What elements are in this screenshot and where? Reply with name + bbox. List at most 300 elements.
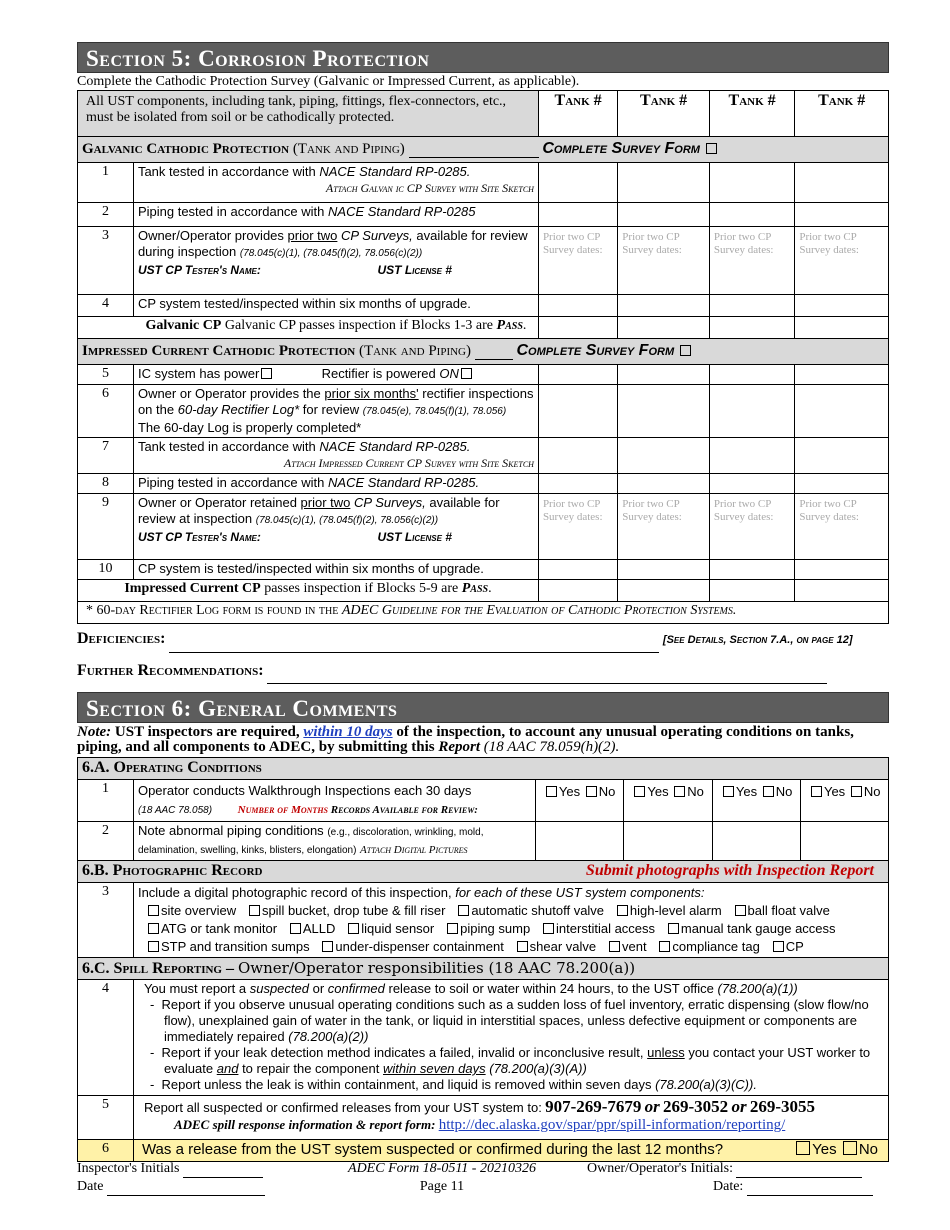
abnormal-piping-examples: (e.g., discoloration, wrinkling, mold, delamination, swelling, kinks, blisters, elongation): [137, 827, 484, 856]
deficiencies-row: [77, 626, 889, 652]
license-label: UST License #: [377, 530, 452, 544]
photo-item: ATG or tank monitor: [160, 921, 278, 936]
row-number: 2: [78, 822, 134, 861]
tank-cell[interactable]: [618, 385, 710, 438]
release-yes-checkbox[interactable]: [796, 1141, 810, 1155]
row-text-main: Tank tested in accordance with: [137, 164, 316, 179]
date-label: Date: [77, 1179, 104, 1194]
spill-row-4: [78, 980, 889, 1096]
no-label: No: [858, 1141, 878, 1158]
checkbox[interactable]: [348, 923, 359, 934]
citation: (78.200(a)(2)): [288, 1029, 369, 1044]
tank-cell[interactable]: [618, 580, 710, 602]
checkbox[interactable]: [609, 941, 620, 952]
photo-item: ball float valve: [747, 903, 830, 918]
deficiencies-line[interactable]: [169, 635, 659, 653]
date-line[interactable]: [107, 1182, 265, 1196]
no-checkbox[interactable]: [674, 786, 685, 797]
tank-cell[interactable]: [538, 203, 617, 227]
tank-cell[interactable]: [618, 474, 710, 494]
tank-cell[interactable]: [795, 163, 889, 203]
nace-standard: NACE Standard RP-0285.: [319, 164, 471, 179]
prior-survey-dates[interactable]: Prior two CP Survey dates:: [795, 227, 889, 295]
tank-cell[interactable]: [709, 385, 794, 438]
further-recommendations-row: [77, 658, 889, 684]
rectifier-label: Rectifier is powered: [321, 366, 436, 381]
prior-survey-dates[interactable]: Prior two CP Survey dates:: [538, 494, 617, 560]
tank-cell[interactable]: [795, 560, 889, 580]
impressed-heading: Impressed Current Cathodic Protection: [82, 343, 356, 359]
and: and: [216, 1061, 239, 1076]
row-number: 6: [78, 385, 134, 438]
pass-label: Pass: [461, 581, 489, 596]
row-text-cont: rectifier inspections on the: [137, 386, 534, 417]
checkbox[interactable]: [517, 941, 528, 952]
tank-cell[interactable]: [709, 163, 794, 203]
tank-header-1: Tank #: [538, 91, 617, 137]
yes-label: Yes: [735, 784, 758, 799]
tank-cell[interactable]: [795, 438, 889, 474]
report-contacts: [133, 1096, 888, 1140]
photo-item: piping sump: [460, 921, 531, 936]
photographic-record-heading-row: [78, 861, 889, 883]
yes-label: Yes: [647, 784, 669, 799]
operating-row-2: [78, 822, 889, 861]
footnote-text: * 60-day Rectifier Log form is found in the: [86, 603, 339, 618]
galvanic-pass-text: Galvanic CP passes inspection if Blocks 1-3 are: [224, 318, 494, 333]
owner-initials-label: Owner/Operator's Initials:: [587, 1161, 733, 1176]
tank-cell[interactable]: [795, 203, 889, 227]
checkbox[interactable]: [322, 941, 333, 952]
section5-title: Section 5: Corrosion Protection: [77, 42, 889, 73]
bullet-text: Report if your leak detection method indicates a failed, invalid or inconclusive result,: [161, 1045, 644, 1060]
row-text-underline: prior two: [287, 228, 338, 243]
checkbox[interactable]: [148, 941, 159, 952]
tank-cell[interactable]: [709, 560, 794, 580]
nace-standard: NACE Standard RP-0285.: [328, 475, 480, 490]
row-number: 1: [78, 780, 134, 822]
unless: unless: [647, 1045, 685, 1060]
attach-note: Attach Impressed Current CP Survey with Site Sketch: [283, 456, 534, 470]
within-10-days-link[interactable]: within 10 days: [303, 724, 393, 740]
tank-cell[interactable]: [709, 580, 794, 602]
impressed-line: [475, 359, 513, 360]
form-number: ADEC Form 18-0511 - 20210326: [348, 1161, 536, 1176]
row-number: 3: [78, 227, 134, 295]
tank-header-4: Tank #: [795, 91, 889, 137]
photo-item: compliance tag: [672, 939, 760, 954]
row-text-cont2: for review: [302, 402, 360, 417]
bullet-text-cont2: to repair the component: [242, 1061, 380, 1076]
phone-2: 269-3052: [663, 1097, 729, 1116]
photo-item: CP: [785, 939, 804, 954]
galvanic-row-1: [78, 163, 889, 203]
note-citation: (18 AAC 78.059(h)(2).: [483, 739, 620, 755]
row-text-underline: prior six months': [324, 386, 419, 401]
yes-checkbox[interactable]: [634, 786, 645, 797]
galvanic-row-4: [78, 295, 889, 317]
row-text: CP system tested/inspected within six months of upgrade.: [133, 295, 538, 317]
impressed-row-10: [78, 560, 889, 580]
row-text-cont: available for review during inspection: [137, 228, 528, 259]
walkthrough-text: Operator conducts Walkthrough Inspections each 30 days: [137, 783, 472, 798]
photo-components: [133, 883, 888, 958]
yes-label: Yes: [823, 784, 846, 799]
spill-reporting-subheading: Owner/Operator responsibilities (18 AAC 78.200(a)): [237, 959, 636, 977]
row-text-main: Tank tested in accordance with: [137, 439, 316, 454]
checkbox[interactable]: [290, 923, 301, 934]
impressed-pass-bold: Impressed Current CP: [124, 581, 261, 596]
photo-item: ALLD: [302, 921, 336, 936]
checkbox[interactable]: [668, 923, 679, 934]
citation: (78.045(e), 78.045(f)(1), 78.056): [362, 406, 507, 417]
release-question-text: Was a release from the UST system suspected or confirmed during the last 12 months?: [141, 1141, 724, 1158]
isolation-note: All UST components, including tank, piping, fittings, flex-connectors, etc., must be isolated from soil or be cathodically protected.: [78, 91, 539, 137]
row-text-cont: release to soil or water within 24 hours, to the UST office: [388, 981, 714, 996]
note-label: Note:: [77, 724, 112, 740]
release-no-checkbox[interactable]: [843, 1141, 857, 1155]
suspected: suspected: [249, 981, 309, 996]
row-number: 4: [78, 295, 134, 317]
release-question: [133, 1140, 888, 1162]
impressed-row-9: [78, 494, 889, 560]
photo-item: automatic shutoff valve: [471, 903, 605, 918]
yes-no-cell[interactable]: [535, 780, 624, 822]
row-text-italic: 60-day Rectifier Log*: [177, 402, 300, 417]
rectifier-checkbox[interactable]: [461, 368, 472, 379]
spill-reporting-heading: 6.C. Spill Reporting: [82, 960, 222, 977]
tank-cell[interactable]: [538, 438, 617, 474]
impressed-heading-paren: (Tank and Piping): [359, 343, 471, 359]
photo-item: site overview: [160, 903, 237, 918]
tank-cell[interactable]: [618, 438, 710, 474]
section6-title: Section 6: General Comments: [77, 692, 889, 723]
tank-cell[interactable]: [618, 163, 710, 203]
on-label: ON: [439, 366, 459, 381]
tank-cell[interactable]: [709, 438, 794, 474]
tank-cell[interactable]: [795, 385, 889, 438]
log-completed: The 60-day Log is properly completed*: [137, 420, 362, 435]
no-label: No: [863, 784, 881, 799]
no-checkbox[interactable]: [763, 786, 774, 797]
tank-cell[interactable]: [801, 822, 889, 861]
operating-row-1: [78, 780, 889, 822]
citation: (78.200(a)(3)(C)).: [655, 1077, 757, 1092]
galvanic-row-2: [78, 203, 889, 227]
tank-cell[interactable]: [538, 317, 617, 339]
photo-item: spill bucket, drop tube & fill riser: [261, 903, 446, 918]
galvanic-line: [409, 157, 539, 158]
row-text: You must report a: [143, 981, 247, 996]
note-report: Report: [438, 739, 481, 755]
nace-standard: NACE Standard RP-0285.: [319, 439, 471, 454]
citation: (78.045(c)(1), (78.045(f)(2), 78.056(c)(2)): [255, 515, 439, 526]
row-text-cont: available for review at inspection: [137, 495, 500, 526]
tank-cell[interactable]: [795, 295, 889, 317]
photographic-row-3: [78, 883, 889, 958]
pass-label: Pass: [496, 318, 523, 333]
galvanic-heading-paren: (Tank and Piping): [292, 141, 405, 157]
bullet-text: Report unless the leak is within containment, and liquid is removed within seven days: [161, 1077, 652, 1092]
report-to-text: Report all suspected or confirmed releases from your UST system to:: [143, 1100, 542, 1115]
impressed-row-8: [78, 474, 889, 494]
further-recommendations-label: Further Recommendations:: [77, 662, 264, 679]
tank-cell[interactable]: [709, 474, 794, 494]
photo-item: shear valve: [529, 939, 597, 954]
row-text: [133, 385, 538, 438]
prior-survey-dates[interactable]: Prior two CP Survey dates:: [618, 227, 710, 295]
citation: (78.045(c)(1), (78.045(f)(2), 78.056(c)(2)): [239, 248, 423, 259]
tester-name-label: UST CP Tester's Name:: [137, 263, 261, 277]
further-recommendations-line[interactable]: [267, 666, 827, 684]
bullet-text: Report if you observe unusual operating conditions such as a sudden loss of fuel inventory, erratic dispensing (slow flow/no flow), unexplained gain of water in the tank, or liquid in interstitial spaces, unless defective equipment or components are immediately repaired: [161, 997, 869, 1044]
no-label: No: [687, 784, 704, 799]
operating-conditions-heading: 6.A. Operating Conditions: [78, 758, 889, 780]
confirmed: confirmed: [327, 981, 385, 996]
tank-cell[interactable]: [618, 317, 710, 339]
photo-items-line-1: [138, 902, 884, 920]
tank-header-3: Tank #: [709, 91, 794, 137]
nace-standard: NACE Standard RP-0285: [328, 204, 476, 219]
row-text: [133, 365, 538, 385]
bullet-text-cont: you contact your UST worker to evaluate: [163, 1045, 871, 1076]
checkbox[interactable]: [735, 905, 746, 916]
photo-item: liquid sensor: [361, 921, 435, 936]
tank-cell[interactable]: [538, 295, 617, 317]
citation: (78.200(a)(3)(A)): [489, 1061, 587, 1076]
page: [77, 42, 889, 1162]
or: or: [312, 981, 325, 996]
tank-cell[interactable]: [538, 580, 617, 602]
general-comments-table: [77, 757, 889, 1162]
row-text-main: Piping tested in accordance with: [137, 475, 325, 490]
tank-cell[interactable]: [795, 317, 889, 339]
or: or: [731, 1097, 747, 1116]
row-text: [133, 163, 538, 203]
row-number: 10: [78, 560, 134, 580]
section6-note: [77, 725, 889, 755]
photo-item: manual tank gauge access: [680, 921, 836, 936]
row-text: [133, 494, 538, 560]
within-seven-days: within seven days: [383, 1061, 486, 1076]
row-text: [133, 822, 535, 861]
row-text: [133, 780, 535, 822]
ic-power-label: IC system has power: [137, 366, 260, 381]
galvanic-heading: Galvanic Cathodic Protection: [82, 141, 290, 157]
spill-reporting-heading-row: [78, 958, 889, 980]
photo-items-line-3: [138, 938, 884, 956]
impressed-complete-form: Complete Survey Form: [516, 342, 675, 359]
checkbox[interactable]: [458, 905, 469, 916]
row-text-italic: CP Surveys,: [354, 495, 426, 510]
row-text: CP system is tested/inspected within six months of upgrade.: [133, 560, 538, 580]
photo-item: vent: [621, 939, 647, 954]
row-number: 1: [78, 163, 134, 203]
impressed-row-6: [78, 385, 889, 438]
tank-cell[interactable]: [538, 365, 617, 385]
row-number: 5: [78, 365, 134, 385]
tank-cell[interactable]: [709, 317, 794, 339]
photo-item: high-level alarm: [629, 903, 722, 918]
attach-note: Attach Galvan ic CP Survey with Site Sketch: [325, 181, 534, 195]
row-number: 4: [78, 980, 134, 1096]
galvanic-complete-checkbox[interactable]: [706, 143, 717, 154]
rectifier-footnote: [78, 602, 889, 624]
footnote-guideline: ADEC Guideline for the Evaluation of Cathodic Protection Systems.: [341, 603, 737, 618]
row-number: 8: [78, 474, 134, 494]
license-label: UST License #: [377, 263, 452, 277]
impressed-complete-checkbox[interactable]: [680, 345, 691, 356]
yes-no-cell[interactable]: [801, 780, 889, 822]
tank-cell[interactable]: [712, 822, 801, 861]
tester-name-label: UST CP Tester's Name:: [137, 530, 261, 544]
no-checkbox[interactable]: [851, 786, 862, 797]
tank-cell[interactable]: [709, 203, 794, 227]
row-number: 2: [78, 203, 134, 227]
checkbox[interactable]: [447, 923, 458, 934]
row-text: [133, 474, 538, 494]
row-text-main: Owner or Operator retained: [137, 495, 297, 510]
see-details-note: [See Details, Section 7.A., on page 12]: [662, 634, 853, 646]
prior-survey-dates[interactable]: Prior two CP Survey dates:: [709, 494, 794, 560]
no-label: No: [775, 784, 793, 799]
tank-cell[interactable]: [709, 295, 794, 317]
checkbox[interactable]: [249, 905, 260, 916]
citation: (78.200(a)(1)): [717, 981, 798, 996]
citation: (18 AAC 78.058): [137, 805, 213, 816]
deficiencies-label: Deficiencies:: [77, 630, 166, 647]
impressed-row-5: [78, 365, 889, 385]
impressed-pass-row: Impressed Current CP passes inspection if Blocks 5-9 are Pass.: [78, 580, 889, 602]
row-number: 3: [78, 883, 134, 958]
checkbox[interactable]: [148, 905, 159, 916]
row-number: 6: [78, 1140, 134, 1162]
spill-row-6: [78, 1140, 889, 1162]
tank-cell[interactable]: [709, 365, 794, 385]
photographic-record-heading: 6.B. Photographic Record: [82, 862, 263, 879]
phone-3: 269-3055: [749, 1097, 815, 1116]
or: or: [644, 1097, 660, 1116]
yes-checkbox[interactable]: [546, 786, 557, 797]
galvanic-table: [77, 90, 889, 624]
photo-item: under-dispenser containment: [335, 939, 504, 954]
bullet-3: - Report unless the leak is within containment, and liquid is removed within seven days (78.200(a)(3)(C)).: [149, 1077, 757, 1092]
checkbox[interactable]: [148, 923, 159, 934]
no-label: No: [598, 784, 616, 799]
tank-cell[interactable]: [618, 203, 710, 227]
yes-no-cell[interactable]: [624, 780, 713, 822]
photo-instruction: Include a digital photographic record of this inspection,: [137, 885, 452, 900]
phone-1: 907-269-7679: [545, 1097, 642, 1116]
tank-cell[interactable]: [795, 365, 889, 385]
row-text: [133, 438, 538, 474]
row-text-italic: CP Surveys,: [341, 228, 413, 243]
yes-no-cell[interactable]: [712, 780, 801, 822]
yes-checkbox[interactable]: [811, 786, 822, 797]
ic-power-checkbox[interactable]: [261, 368, 272, 379]
row-text: [133, 203, 538, 227]
prior-survey-dates[interactable]: Prior two CP Survey dates:: [538, 227, 617, 295]
impressed-pass-text: passes inspection if Blocks 5-9 are: [264, 581, 459, 596]
checkbox[interactable]: [617, 905, 628, 916]
tank-cell[interactable]: [538, 385, 617, 438]
submit-photos-note: Submit photographs with Inspection Report: [585, 862, 874, 879]
spill-row-5: [78, 1096, 889, 1140]
note-text: UST inspectors are required,: [114, 724, 300, 740]
yes-checkbox[interactable]: [723, 786, 734, 797]
checkbox[interactable]: [543, 923, 554, 934]
row-text-main: Owner/Operator provides: [137, 228, 284, 243]
row-text-main: Owner or Operator provides the: [137, 386, 321, 401]
row-number: 7: [78, 438, 134, 474]
checkbox[interactable]: [773, 941, 784, 952]
photo-items-line-2: [138, 920, 884, 938]
impressed-row-7: [78, 438, 889, 474]
date2-line[interactable]: [747, 1182, 873, 1196]
impressed-heading-row: [78, 339, 889, 365]
tank-cell[interactable]: [538, 560, 617, 580]
prior-survey-dates[interactable]: Prior two CP Survey dates:: [709, 227, 794, 295]
spill-reporting-text: [133, 980, 888, 1096]
galvanic-complete-form: Complete Survey Form: [542, 140, 700, 157]
row-text-main: Piping tested in accordance with: [137, 204, 325, 219]
note-text-cont: of the inspection, to account any unusual operating conditions on tanks, piping, and all components to ADEC, by submitting this: [77, 724, 854, 755]
tank-cell[interactable]: [535, 822, 624, 861]
galvanic-pass-row: Galvanic CP Galvanic CP passes inspection if Blocks 1-3 are Pass.: [78, 317, 889, 339]
row-number: 5: [78, 1096, 134, 1140]
tank-header-2: Tank #: [618, 91, 710, 137]
owner-initials-line[interactable]: [736, 1164, 862, 1178]
prior-survey-dates[interactable]: Prior two CP Survey dates:: [795, 494, 889, 560]
photo-instruction-italic: for each of these UST system components:: [455, 885, 705, 900]
photo-item: interstitial access: [556, 921, 656, 936]
tank-cell[interactable]: [538, 163, 617, 203]
galvanic-row-3: [78, 227, 889, 295]
row-text: [133, 227, 538, 295]
prior-survey-dates[interactable]: Prior two CP Survey dates:: [618, 494, 710, 560]
heading-dash: –: [225, 960, 234, 977]
abnormal-piping-text: Note abnormal piping conditions: [137, 823, 324, 838]
records-available-label: Records Available for Review:: [330, 804, 478, 816]
date2-label: Date:: [713, 1179, 744, 1194]
no-checkbox[interactable]: [586, 786, 597, 797]
inspector-initials-line[interactable]: [183, 1164, 263, 1178]
row-number: 9: [78, 494, 134, 560]
spill-reporting-link[interactable]: http://dec.alaska.gov/spar/ppr/spill-information/reporting/: [438, 1117, 786, 1133]
yes-label: Yes: [558, 784, 581, 799]
tank-cell[interactable]: [538, 474, 617, 494]
bullet-2: - Report if your leak detection method indicates a failed, invalid or inconclusive result, unless you contact your UST worker to evaluate and to repair the component within seven days (78.200(a)(3)(A)): [149, 1045, 871, 1076]
tank-cell[interactable]: [795, 580, 889, 602]
tank-cell[interactable]: [618, 295, 710, 317]
tank-cell[interactable]: [795, 474, 889, 494]
page-number: Page 11: [419, 1179, 465, 1194]
galvanic-heading-row: [78, 137, 889, 163]
yes-label: Yes: [812, 1141, 837, 1158]
attach-pictures-note: Attach Digital Pictures: [360, 844, 468, 856]
photo-item: STP and transition sumps: [160, 939, 310, 954]
tank-cell[interactable]: [618, 365, 710, 385]
checkbox[interactable]: [659, 941, 670, 952]
adec-form-label: ADEC spill response information & report form:: [173, 1117, 436, 1132]
section5-intro: Complete the Cathodic Protection Survey (Galvanic or Impressed Current, as applicable).: [77, 74, 580, 89]
inspector-initials-label: Inspector's Initials: [77, 1161, 180, 1176]
tank-cell[interactable]: [618, 560, 710, 580]
number-of-months-label: Number of Months: [237, 804, 328, 816]
bullet-1: - Report if you observe unusual operating conditions such as a sudden loss of fuel inventory, erratic dispensing (slow flow/no flow), unexplained gain of water in the tank, or liquid in interstitial spaces, unless defective equipment or components are immediately repaired (78.200(a)(2)): [149, 997, 869, 1044]
tank-cell[interactable]: [624, 822, 713, 861]
row-text-underline: prior two: [300, 495, 351, 510]
